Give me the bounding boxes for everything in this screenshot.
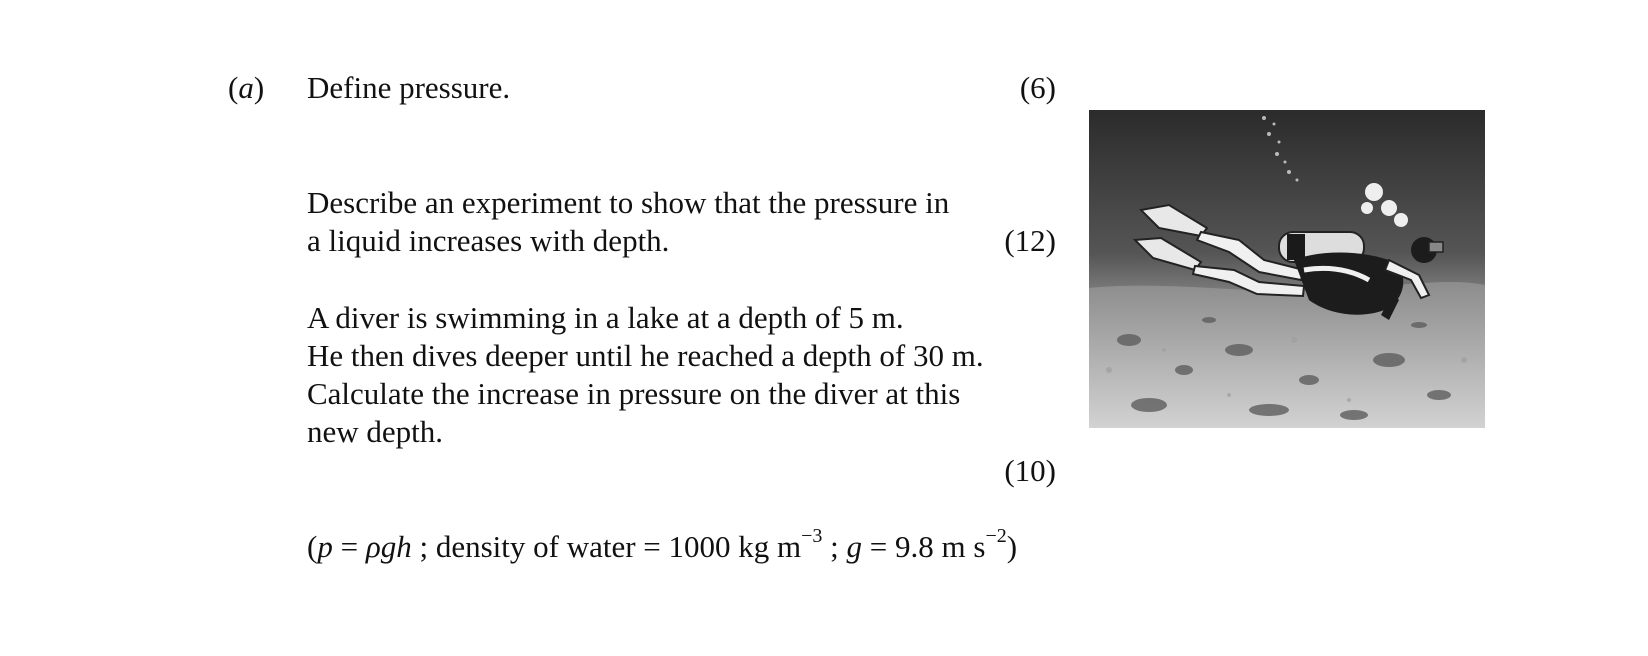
question-describe-experiment bbox=[307, 184, 949, 260]
formula-g: g bbox=[846, 529, 863, 564]
formula-equals: = bbox=[332, 529, 366, 564]
question-line: a liquid increases with depth. bbox=[307, 223, 670, 258]
formula-rho: ρ bbox=[365, 529, 381, 564]
formula-gh: gh bbox=[380, 529, 412, 564]
question-line: He then dives deeper until he reached a depth of 30 m. bbox=[307, 338, 984, 373]
formula-density: ; density of water = 1000 kg m bbox=[411, 529, 802, 564]
part-letter: a bbox=[238, 70, 254, 105]
question-line: A diver is swimming in a lake at a depth of 5 m. bbox=[307, 300, 904, 335]
formula-close: ) bbox=[1006, 529, 1018, 564]
formula-g-exponent: −2 bbox=[985, 524, 1007, 547]
formula-density-exponent: −3 bbox=[801, 524, 823, 547]
question-diver-calculation bbox=[307, 299, 984, 451]
formula-open: ( bbox=[307, 529, 318, 564]
formula-p: p bbox=[317, 529, 333, 564]
marks-define-pressure: (6) bbox=[1019, 70, 1056, 105]
question-part-label: (a) bbox=[228, 70, 265, 105]
marks-describe-experiment: (12) bbox=[1004, 223, 1056, 258]
question-line: Describe an experiment to show that the pressure in bbox=[307, 185, 950, 220]
question-define-pressure bbox=[307, 69, 510, 107]
scuba-diver-photo bbox=[1089, 110, 1485, 428]
question-line: new depth. bbox=[307, 414, 444, 449]
marks-diver-calculation: (10) bbox=[1004, 453, 1056, 488]
formula-g-value: = 9.8 m s bbox=[862, 529, 986, 564]
question-line: Define pressure. bbox=[307, 70, 511, 105]
question-line: Calculate the increase in pressure on the diver at this bbox=[307, 376, 961, 411]
formula-hint bbox=[307, 524, 1018, 566]
formula-separator: ; bbox=[822, 529, 847, 564]
